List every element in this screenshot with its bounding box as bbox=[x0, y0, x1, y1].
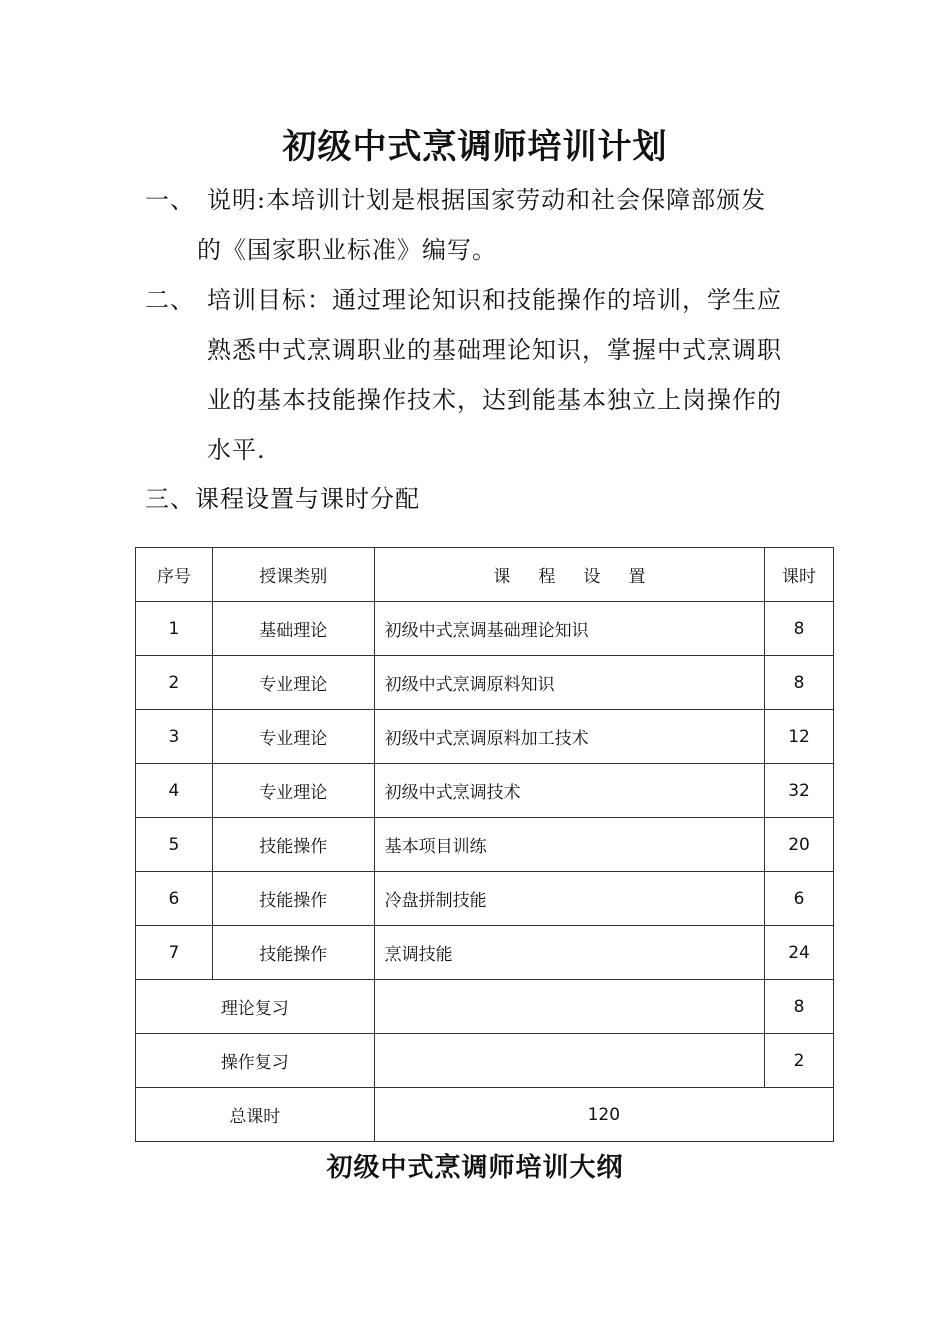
row-category: 专业理论 bbox=[212, 764, 374, 818]
row-course: 初级中式烹调技术 bbox=[374, 764, 764, 818]
row-hours: 32 bbox=[765, 764, 834, 818]
row-category: 技能操作 bbox=[212, 818, 374, 872]
section-2 bbox=[145, 275, 805, 475]
section-2-number: 二、 bbox=[145, 286, 195, 314]
row-no: 4 bbox=[136, 764, 213, 818]
row-no: 7 bbox=[136, 926, 213, 980]
section-1-line-1: 说明:本培训计划是根据国家劳动和社会保障部颁发 bbox=[207, 186, 767, 214]
table-row bbox=[136, 872, 834, 926]
section-3-heading: 三、课程设置与课时分配 bbox=[145, 485, 420, 513]
section-1-number: 一、 bbox=[145, 186, 195, 214]
table-row bbox=[136, 710, 834, 764]
table-row bbox=[136, 764, 834, 818]
course-table bbox=[135, 547, 834, 1142]
table-header-row bbox=[136, 548, 834, 602]
section-2-line-1: 培训目标：通过理论知识和技能操作的培训，学生应 bbox=[207, 286, 782, 314]
row-category: 基础理论 bbox=[212, 602, 374, 656]
table-row bbox=[136, 656, 834, 710]
row-no: 3 bbox=[136, 710, 213, 764]
table-row bbox=[136, 926, 834, 980]
row-hours: 24 bbox=[765, 926, 834, 980]
row-category: 技能操作 bbox=[212, 872, 374, 926]
row-hours: 12 bbox=[765, 710, 834, 764]
row-hours: 20 bbox=[765, 818, 834, 872]
row-category: 专业理论 bbox=[212, 656, 374, 710]
total-row bbox=[136, 1088, 834, 1142]
section-1-line-2: 的《国家职业标准》编写。 bbox=[197, 236, 497, 264]
review-practice-course bbox=[374, 1034, 764, 1088]
review-theory-row bbox=[136, 980, 834, 1034]
page-title: 初级中式烹调师培训计划 bbox=[282, 127, 668, 167]
row-hours: 6 bbox=[765, 872, 834, 926]
total-label: 总课时 bbox=[136, 1088, 375, 1142]
row-hours: 8 bbox=[765, 602, 834, 656]
row-no: 6 bbox=[136, 872, 213, 926]
review-practice-hours: 2 bbox=[765, 1034, 834, 1088]
row-course: 初级中式烹调原料知识 bbox=[374, 656, 764, 710]
row-category: 技能操作 bbox=[212, 926, 374, 980]
table-row bbox=[136, 602, 834, 656]
header-category: 授课类别 bbox=[212, 548, 374, 602]
row-course: 基本项目训练 bbox=[374, 818, 764, 872]
row-course: 初级中式烹调原料加工技术 bbox=[374, 710, 764, 764]
row-course: 初级中式烹调基础理论知识 bbox=[374, 602, 764, 656]
header-course: 课程设置 bbox=[374, 548, 764, 602]
review-theory-hours: 8 bbox=[765, 980, 834, 1034]
outline-title: 初级中式烹调师培训大纲 bbox=[326, 1153, 624, 1183]
row-hours: 8 bbox=[765, 656, 834, 710]
row-category: 专业理论 bbox=[212, 710, 374, 764]
table-row bbox=[136, 818, 834, 872]
total-hours: 120 bbox=[374, 1088, 833, 1142]
header-hours: 课时 bbox=[765, 548, 834, 602]
row-course: 冷盘拼制技能 bbox=[374, 872, 764, 926]
section-2-line-2: 熟悉中式烹调职业的基础理论知识，掌握中式烹调职 bbox=[207, 336, 782, 364]
row-no: 5 bbox=[136, 818, 213, 872]
review-theory-label: 理论复习 bbox=[136, 980, 375, 1034]
review-theory-course bbox=[374, 980, 764, 1034]
row-no: 1 bbox=[136, 602, 213, 656]
row-course: 烹调技能 bbox=[374, 926, 764, 980]
review-practice-row bbox=[136, 1034, 834, 1088]
section-2-line-3: 业的基本技能操作技术，达到能基本独立上岗操作的 bbox=[207, 386, 782, 414]
review-practice-label: 操作复习 bbox=[136, 1034, 375, 1088]
row-no: 2 bbox=[136, 656, 213, 710]
section-1 bbox=[145, 175, 805, 275]
header-no: 序号 bbox=[136, 548, 213, 602]
section-2-line-4: 水平. bbox=[207, 436, 266, 464]
